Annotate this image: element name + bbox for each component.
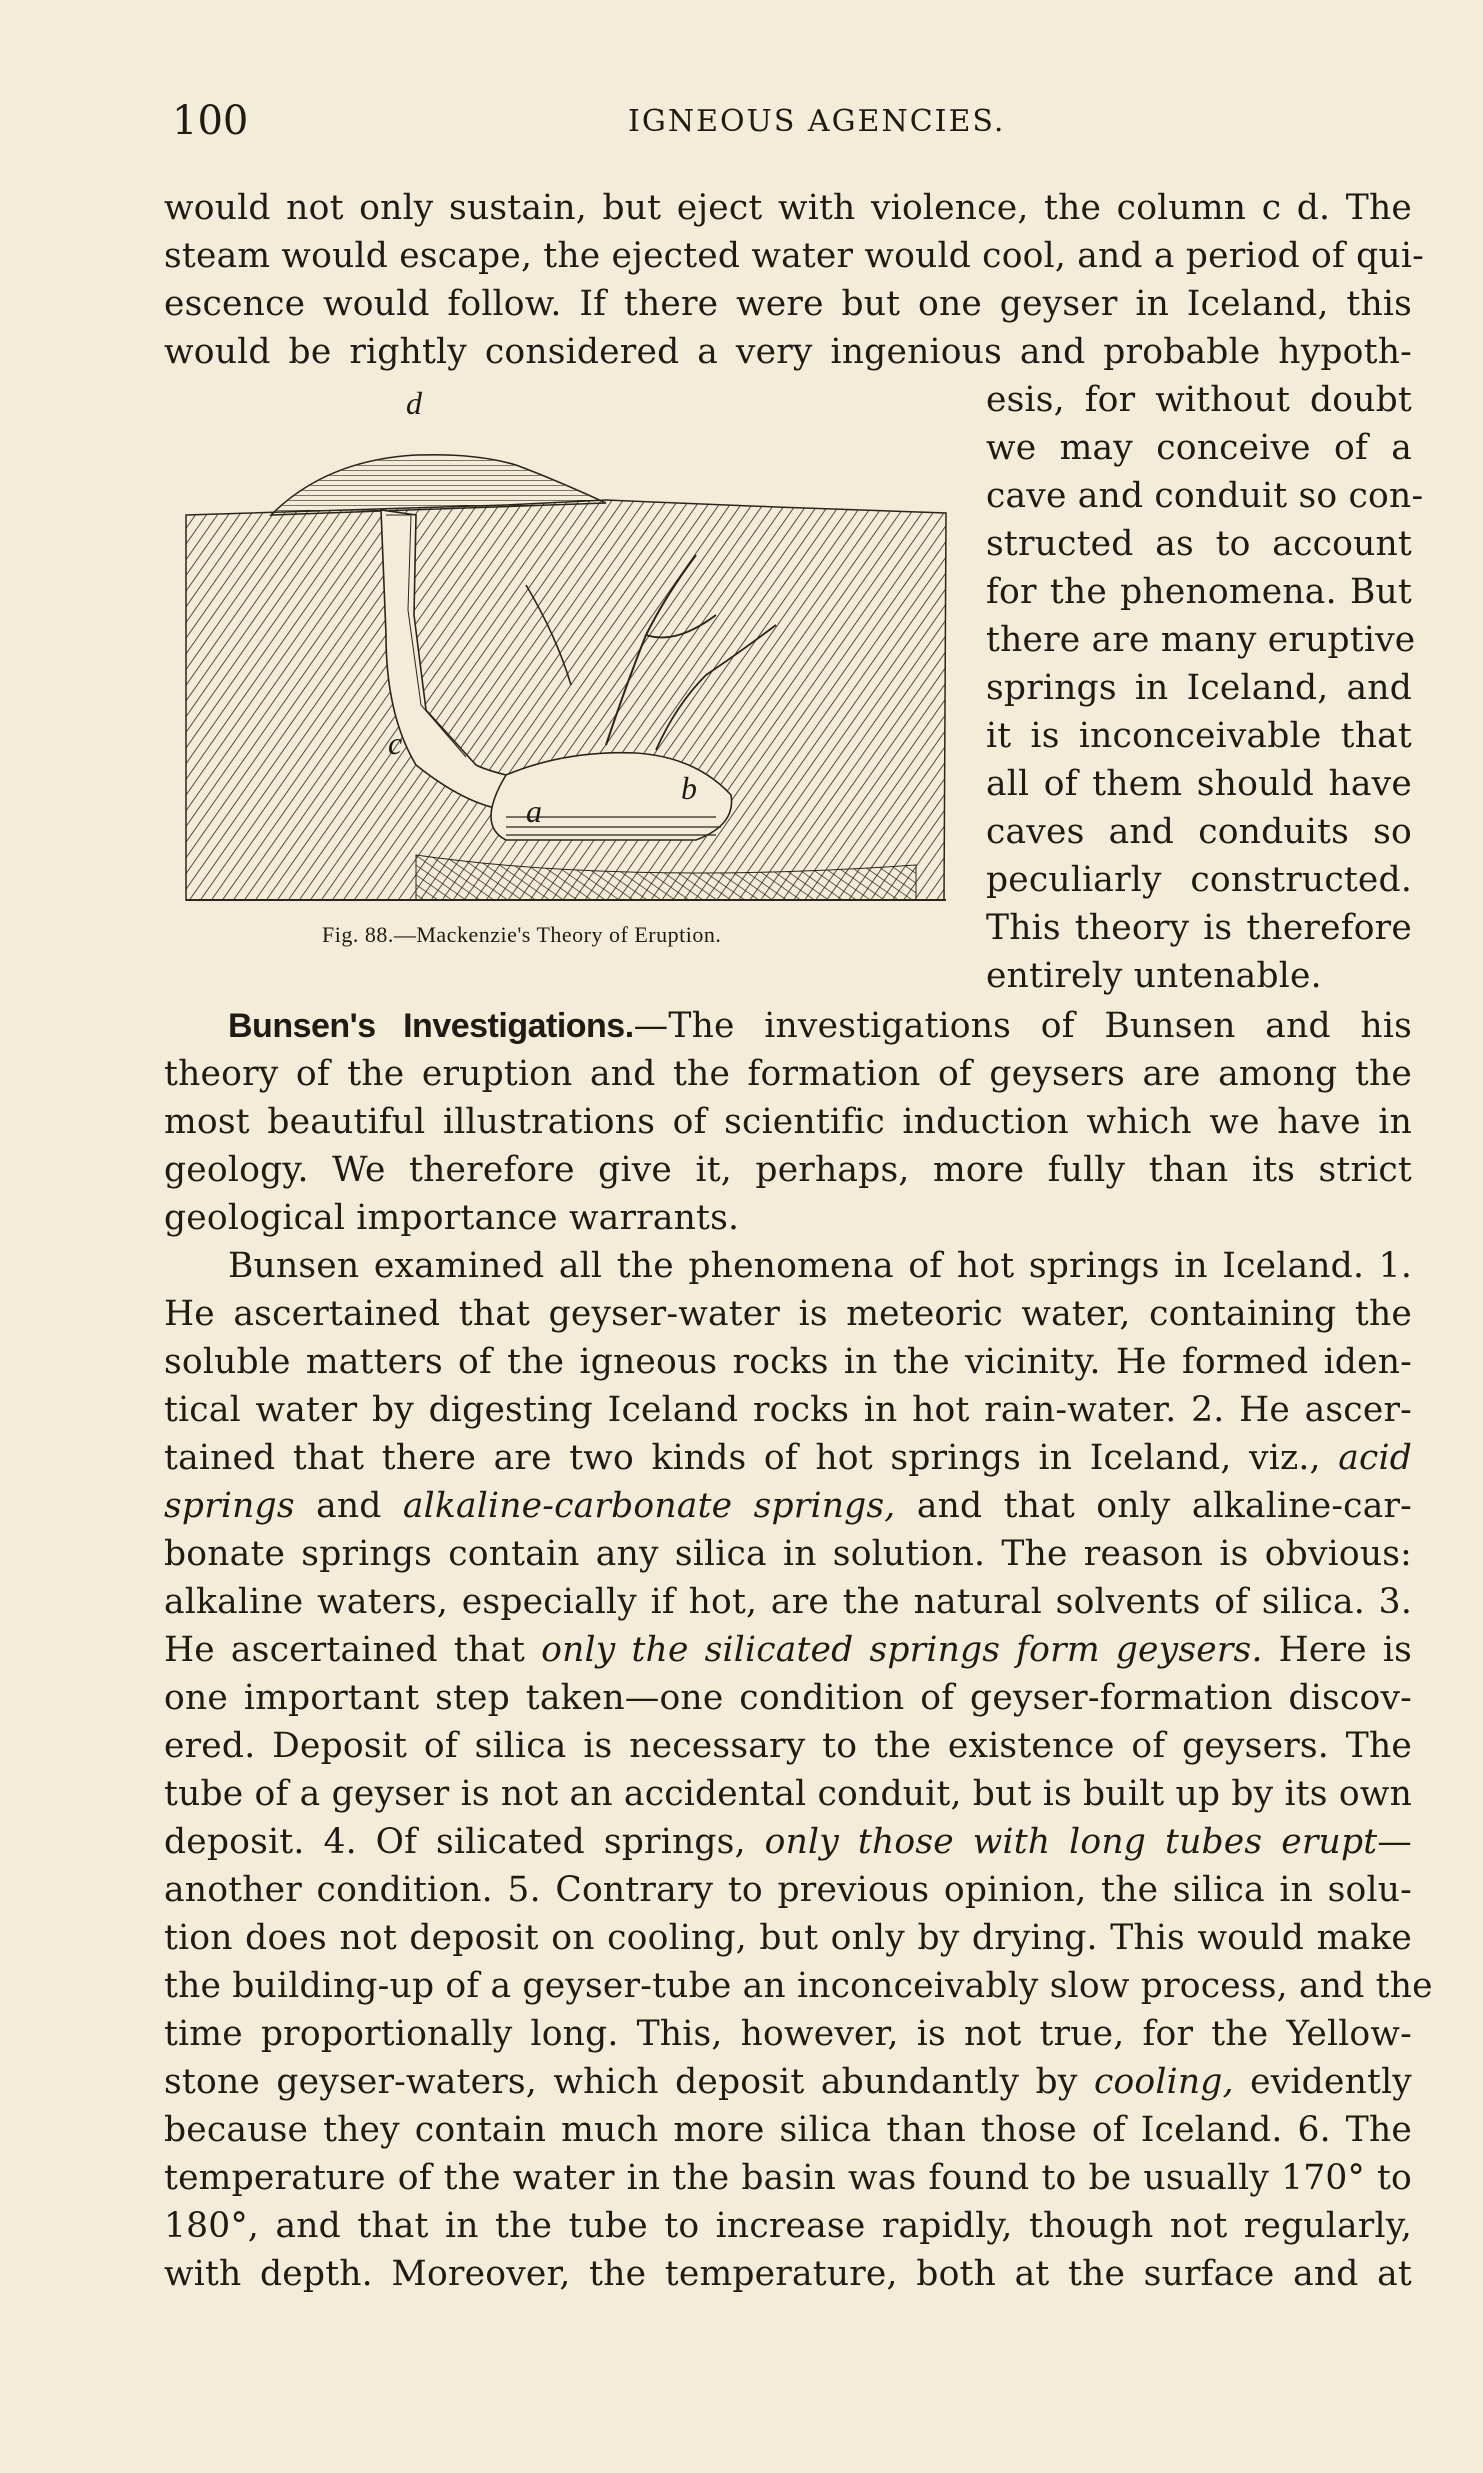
text-line: steam would escape, the ejected water would cool, and a period of qui- bbox=[164, 236, 1424, 276]
text-line: tube of a geyser is not an accidental conduit, but is built up by its own bbox=[164, 1774, 1412, 1814]
text-line: He ascertained that geyser-water is meteoric water, containing the bbox=[164, 1294, 1412, 1334]
text-line: another condition. 5. Contrary to previous opinion, the silica in solu- bbox=[164, 1870, 1412, 1910]
text-line: time proportionally long. This, however, is not true, for the Yellow- bbox=[164, 2014, 1412, 2054]
text-line: geological importance warrants. bbox=[164, 1198, 740, 1238]
text-line: ered. Deposit of silica is necessary to the existence of geysers. The bbox=[164, 1726, 1412, 1766]
page-number: 100 bbox=[172, 98, 249, 144]
text-line: would not only sustain, but eject with violence, the column c d. The bbox=[164, 188, 1412, 228]
text-line: tical water by digesting Iceland rocks in hot rain-water. 2. He ascer- bbox=[164, 1390, 1412, 1430]
text-line: caves and conduits so bbox=[986, 812, 1412, 852]
text-line: deposit. 4. Of silicated springs, only those with long tubes erupt— bbox=[164, 1822, 1412, 1862]
text-line: structed as to account bbox=[986, 524, 1412, 564]
text-line: we may conceive of a bbox=[986, 428, 1412, 468]
text-line: cave and conduit so con- bbox=[986, 476, 1424, 516]
text-line: soluble matters of the igneous rocks in the vicinity. He formed iden- bbox=[164, 1342, 1412, 1382]
text-line: for the phenomena. But bbox=[986, 572, 1412, 612]
text-line: This theory is therefore bbox=[986, 908, 1412, 948]
text-line: bonate springs contain any silica in solution. The reason is obvious: bbox=[164, 1534, 1412, 1574]
text-line: there are many eruptive bbox=[986, 620, 1416, 660]
text-line: it is inconceivable that bbox=[986, 716, 1412, 756]
text-line: tion does not deposit on cooling, but only by drying. This would make bbox=[164, 1918, 1412, 1958]
text-line: with depth. Moreover, the temperature, both at the surface and at bbox=[164, 2254, 1412, 2294]
figure-label-c: c bbox=[388, 725, 403, 761]
text-line: esis, for without doubt bbox=[986, 380, 1412, 420]
running-title: IGNEOUS AGENCIES. bbox=[628, 104, 1006, 139]
text-line: springs and alkaline-carbonate springs, and that only alkaline-car- bbox=[164, 1486, 1413, 1526]
text-line: one important step taken—one condition of geyser-formation discov- bbox=[164, 1678, 1412, 1718]
text-line: theory of the eruption and the formation of geysers are among the bbox=[164, 1054, 1412, 1094]
text-line: the building-up of a geyser-tube an inconceivably slow process, and the bbox=[164, 1966, 1433, 2006]
text-line: springs in Iceland, and bbox=[986, 668, 1412, 708]
text-line: temperature of the water in the basin was found to be usually 170° to bbox=[164, 2158, 1412, 2198]
text-line: entirely untenable. bbox=[986, 956, 1322, 996]
text-line: 180°, and that in the tube to increase rapidly, though not regularly, bbox=[164, 2206, 1412, 2246]
text-line: tained that there are two kinds of hot springs in Iceland, viz., acid bbox=[164, 1438, 1413, 1478]
text-line: most beautiful illustrations of scientific induction which we have in bbox=[164, 1102, 1412, 1142]
text-line: alkaline waters, especially if hot, are the natural solvents of silica. 3. bbox=[164, 1582, 1412, 1622]
text-line: Bunsen examined all the phenomena of hot springs in Iceland. 1. bbox=[228, 1246, 1412, 1286]
figure-label-d: d bbox=[406, 385, 422, 421]
figure-label-a: a bbox=[526, 793, 542, 829]
text-line: Bunsen's Investigations.—The investigations of Bunsen and his bbox=[228, 1006, 1412, 1046]
text-line: peculiarly constructed. bbox=[986, 860, 1412, 900]
text-line: escence would follow. If there were but one geyser in Iceland, this bbox=[164, 284, 1412, 324]
text-line: geology. We therefore give it, perhaps, more fully than its strict bbox=[164, 1150, 1412, 1190]
text-line: stone geyser-waters, which deposit abundantly by cooling, evidently bbox=[164, 2062, 1412, 2102]
figure-mackenzie-theory bbox=[176, 385, 956, 920]
section-heading: Bunsen's Investigations. bbox=[228, 1007, 634, 1045]
figure-label-b: b bbox=[681, 770, 697, 806]
text-line: because they contain much more silica than those of Iceland. 6. The bbox=[164, 2110, 1412, 2150]
text-line: would be rightly considered a very ingenious and probable hypoth- bbox=[164, 332, 1412, 372]
figure-caption: Fig. 88.—Mackenzie's Theory of Eruption. bbox=[322, 922, 722, 947]
cross-section-illustration bbox=[176, 385, 956, 920]
page-header bbox=[172, 98, 1412, 148]
text-line: He ascertained that only the silicated springs form geysers. Here is bbox=[164, 1630, 1412, 1670]
text-line: all of them should have bbox=[986, 764, 1412, 804]
